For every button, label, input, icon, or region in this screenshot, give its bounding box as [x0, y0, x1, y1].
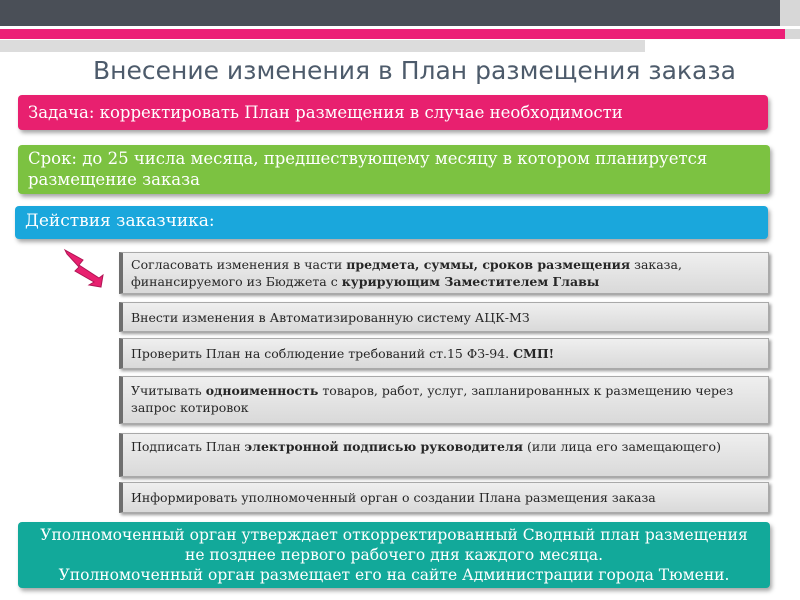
final-banner-line: не позднее первого рабочего дня каждого месяца.: [184, 546, 604, 564]
action-bold-text: одноименность: [205, 383, 319, 398]
action-item-inform-authority: [119, 482, 769, 513]
light-decor-stripe: [0, 40, 645, 52]
action-bold-text: предмета, суммы, сроков размещения: [346, 257, 631, 272]
final-banner-line: Уполномоченный орган утверждает откорректированный Сводный план размещения: [40, 526, 748, 544]
action-item-approve-changes: [119, 252, 769, 294]
final-banner: [18, 522, 770, 588]
action-bold-text: СМП!: [513, 346, 555, 361]
task-banner: Задача: корректировать План размещения в случае необходимости: [18, 95, 768, 130]
action-text: товаров, работ, услуг, запланированных к размещению через запрос котировок: [131, 383, 734, 415]
action-text: Согласовать изменения в части: [131, 257, 347, 272]
top-decor-bar: [0, 0, 800, 26]
action-text: Внести изменения в Автоматизированную систему АЦК-МЗ: [131, 310, 530, 325]
action-text: Подписать План: [131, 439, 245, 454]
top-decor-bar-end: [780, 0, 800, 26]
deadline-banner: Срок: до 25 числа месяца, предшествующему месяцу в котором планируется размещение заказа: [18, 145, 770, 194]
action-text: заказа, финансируемого из Бюджета с: [131, 257, 682, 289]
action-item-consider-uniformity: [119, 376, 769, 424]
lightning-bolt-icon: [63, 248, 105, 288]
action-item-sign-plan: [119, 433, 769, 477]
action-text: Учитывать: [131, 383, 206, 398]
actions-header: Действия заказчика:: [15, 206, 768, 239]
action-text: (или лица его замещающего): [523, 439, 721, 454]
action-item-check-plan: [119, 338, 769, 369]
slide-title: Внесение изменения в План размещения заказа: [93, 56, 736, 85]
action-text: Проверить План на соблюдение требований ст.15 ФЗ-94.: [131, 346, 514, 361]
pink-decor-stripe: [0, 29, 785, 39]
final-banner-line: Уполномоченный орган размещает его на сайте Администрации города Тюмени.: [58, 566, 730, 584]
action-text: Информировать уполномоченный орган о создании Плана размещения заказа: [131, 490, 656, 505]
pink-decor-stripe-end: [785, 29, 800, 39]
action-bold-text: курирующим Заместителем Главы: [341, 274, 600, 289]
action-item-enter-changes: [119, 302, 769, 332]
action-bold-text: электронной подписью руководителя: [244, 439, 524, 454]
